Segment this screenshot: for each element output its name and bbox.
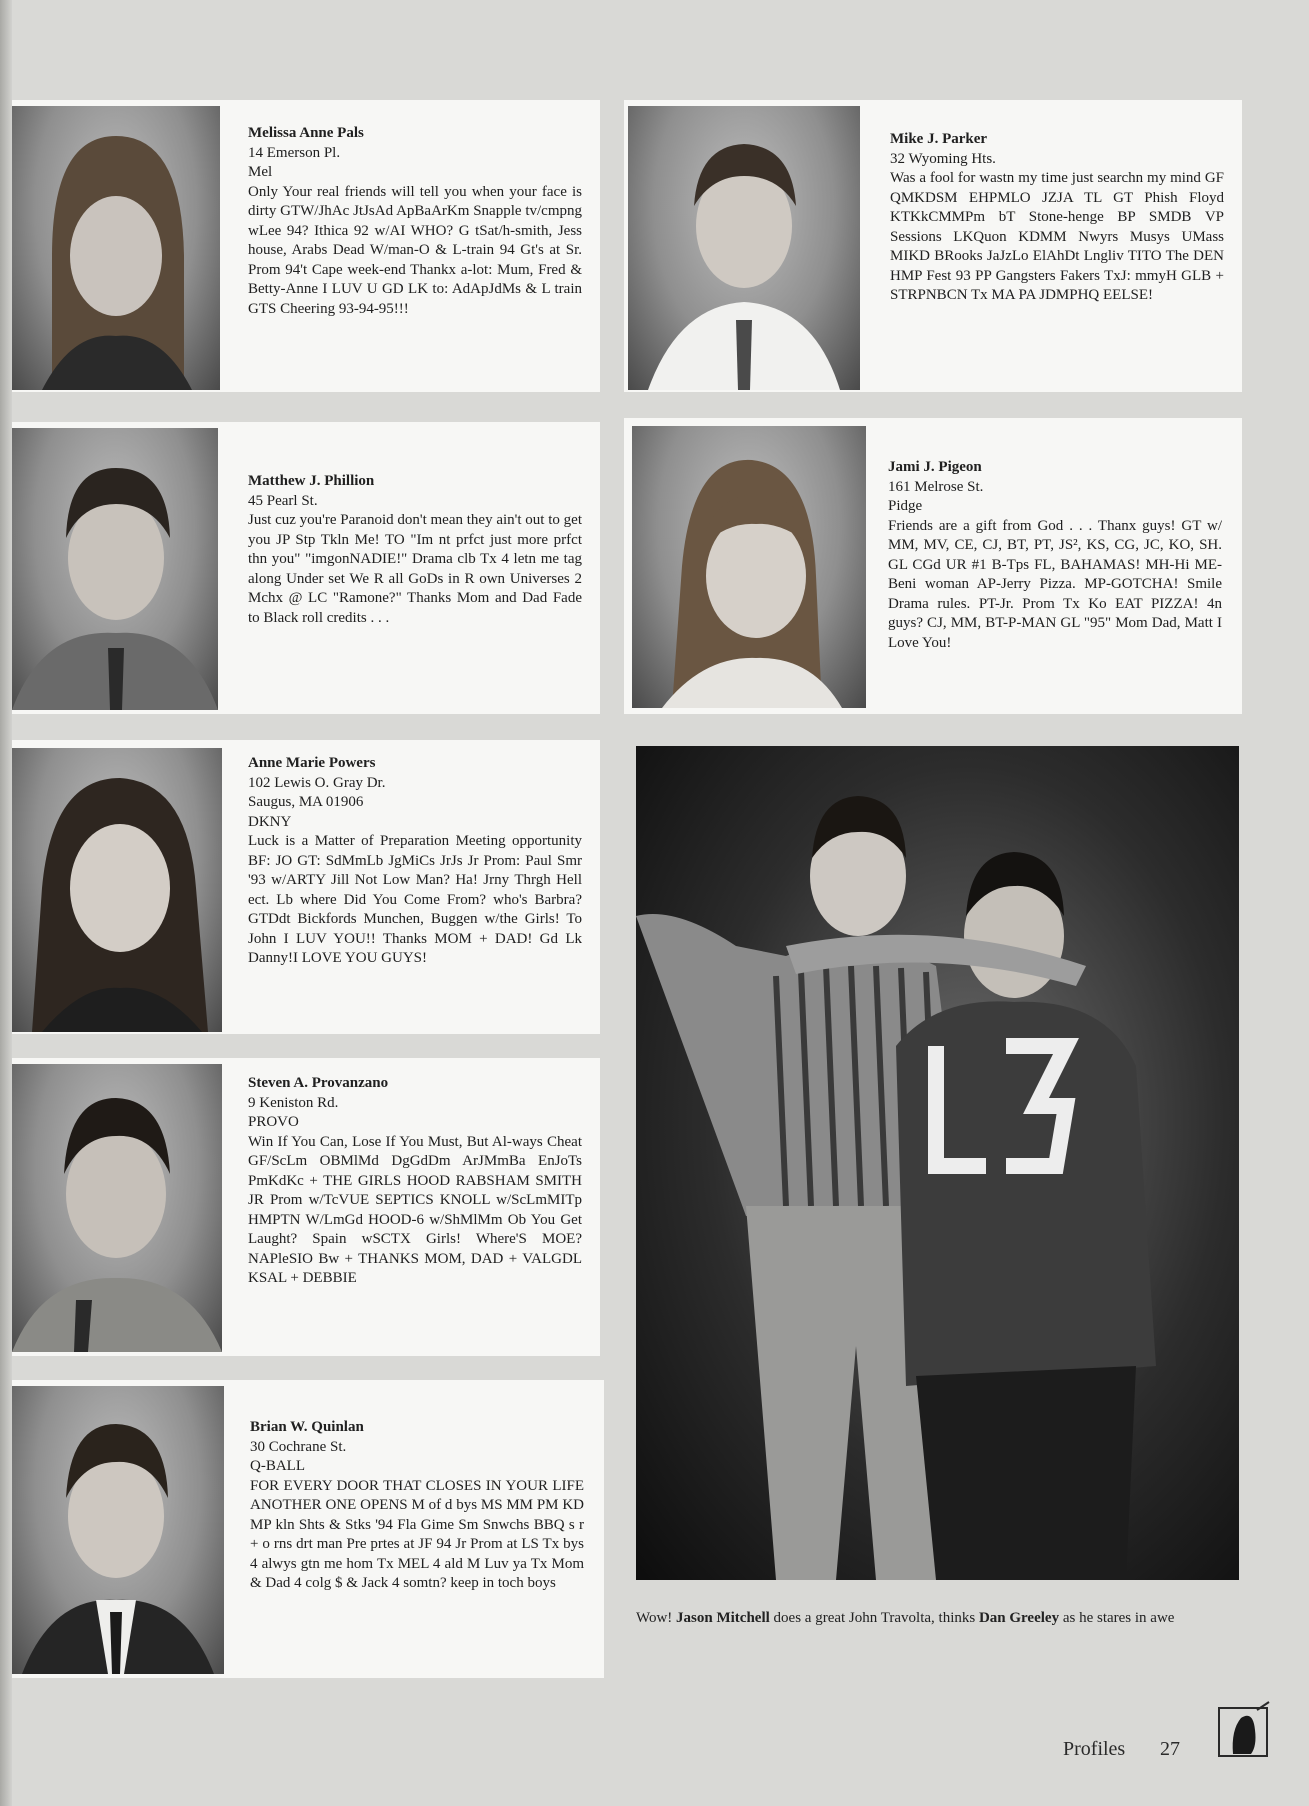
profile-card-powers [12,740,600,1034]
caption-person-1: Jason Mitchell [676,1610,770,1626]
portrait-photo [628,106,860,390]
page-number: 27 [1160,1738,1180,1760]
portrait-photo [12,428,218,710]
student-address-line-2: Saugus, MA 01906 [248,794,364,810]
profile-card-quinlan [12,1380,604,1678]
portrait-photo [12,1386,224,1674]
profile-card-phillion [12,422,600,714]
student-bio: FOR EVERY DOOR THAT CLOSES IN YOUR LIFE ANOTHER ONE OPENS M of d bys MS MM PM KD MP kln Shts & Stks '94 Fla Gime Sm Snwchs BBQ s r + o rns drt man Pre prtes at JF 94 Jr Prom at LS Tx bys 4 alwys gtn me hom Tx MEL 4 ald M Luv ya Tx Mom & Dad 4 colg $ & Jack 4 somtn? keep in toch boys [250,1477,584,1591]
profile-card-pals [12,100,600,392]
student-address: 45 Pearl St. [248,492,318,509]
student-nickname: Mel [248,164,273,180]
photo-caption [636,1608,1246,1628]
student-name: Melissa Anne Pals [248,125,364,141]
caption-lead: Wow! [636,1610,673,1626]
profile-card-pigeon [624,418,1242,714]
student-bio: Luck is a Matter of Preparation Meeting opportunity BF: JO GT: SdMmLb JgMiCs JrJs Jr Prom: Paul Smr '93 w/ARTY Jill Not Low Man? Ha! Jrny Thrgh Hell ect. Lb where Did You Come From? who's Barbra? GTDdt Bickfords Munchen, Buggen w/the Girls! To John I LUV YOU!! Thanks MOM + DAD! Gd Lk Danny!I LOVE YOU GUYS! [248,833,582,966]
student-name: Jami J. Pigeon [888,459,982,475]
student-bio: Was a fool for wastn my time just searchn my mind GF QMKDSM EHPMLO JZJA TL GT Phish Floyd KTKkCMMPm bT Stone-henge BP SMDB VP Sessions LKQuon KDMM Nwyrs Musys UMass MIKD BRooks JaJzLo ElAhDt Lngliv TITO The DEN HMP Fest 93 PP Gangsters Fakers TxJ: mmyH GLB + STRPNBCN Tx MA PA JDMPHQ EELSE! [890,170,1224,303]
section-label: Profiles [1063,1738,1126,1760]
profile-text [248,754,582,969]
student-address: 9 Keniston Rd. [248,1094,339,1111]
student-name: Steven A. Provanzano [248,1075,389,1091]
student-address: 102 Lewis O. Gray Dr. [248,774,386,791]
portrait-photo [632,426,866,708]
student-name: Anne Marie Powers [248,755,376,771]
caption-person-2: Dan Greeley [978,1610,1060,1626]
candid-photo [636,746,1239,1580]
candid-photo-image [636,746,1239,1580]
student-address: 14 Emerson Pl. [248,144,341,161]
profile-text [248,124,582,319]
student-address: 32 Wyoming Hts. [890,150,996,167]
student-bio: Just cuz you're Paranoid don't mean they ain't out to get you JP Stp Tkln Me! TO "Im nt prfct just more prfct thn you" "imgonNADIE!" Drama clb Tx 4 letn me tag along Under set We R all GoDs in R own Universes 2 Mchx @ LC "Ramone?" Thanks Mom and Dad Fade to Black roll credits . . . [248,512,582,626]
caption-tail: as he stares in awe [1062,1610,1175,1626]
profile-text [888,458,1222,653]
student-nickname: Pidge [888,498,923,514]
profile-text [248,472,582,628]
student-bio: Only Your real friends will tell you when your face is dirty GTW/JhAc JtJsAd ApBaArKm Snapple tv/cmpng wLee 94? Ithica 92 w/AI WHO? G tSat/h-smith, Jess house, Arabs Dead W/man-O & L-train 94 Gt's at Sr. Prom 94't Cape week-end Thankx a-lot: Mum, Fred & Betty-Anne I LUV U GD LK to: AdApJdMs & L train GTS Cheering 93-94-95!!! [248,183,582,317]
caption-middle: does a great John Travolta, thinks [773,1610,976,1626]
profile-text [248,1074,582,1289]
page-binding-edge [0,0,12,1806]
student-bio: Win If You Can, Lose If You Must, But Al-ways Cheat GF/ScLm OBMlMd DgGdDm ArJMmBa EnJoTs PmKdKc + THE GIRLS HOOD RABSHAM SMITH JR Prom w/TcVUE SEPTICS KNOLL w/ScLmMITp HMPTN W/LmGd HOOD-6 w/ShMlMm Ob You Get Laught? Spain wSCTX Girls! Where'S MOE? NAPleSIO Bw + THANKS MOM, DAD + VALGDL KSAL + DEBBIE [248,1133,582,1286]
student-name: Brian W. Quinlan [250,1419,364,1435]
student-nickname: DKNY [248,813,292,830]
profile-text [250,1418,584,1594]
student-name: Matthew J. Phillion [248,473,375,489]
student-address: 30 Cochrane St. [250,1438,347,1455]
student-nickname: PROVO [248,1114,299,1130]
profile-text [890,130,1224,306]
profile-card-parker [624,100,1242,392]
portrait-photo [12,748,222,1032]
profile-card-provanzano [12,1058,600,1356]
yearbook-logo-icon [1213,1700,1273,1760]
student-name: Mike J. Parker [890,131,988,147]
portrait-photo [12,106,220,390]
student-address: 161 Melrose St. [888,478,984,495]
student-nickname: Q-BALL [250,1458,305,1474]
student-bio: Friends are a gift from God . . . Thanx guys! GT w/ MM, MV, CE, CJ, BT, PT, JS², KS, CG, JC, KO, SH. GL CGd UR #1 B-Tps FL, BAHAMAS! MH-Hi ME-Beni woman AP-Jerry Pizza. MP-GOTCHA! Smile Drama rules. PT-Jr. Prom Tx Ko EAT PIZZA! 4n guys? CJ, MM, BT-P-MAN GL "95" Mom Dad, Matt I Love You! [888,517,1222,651]
portrait-photo [12,1064,222,1352]
